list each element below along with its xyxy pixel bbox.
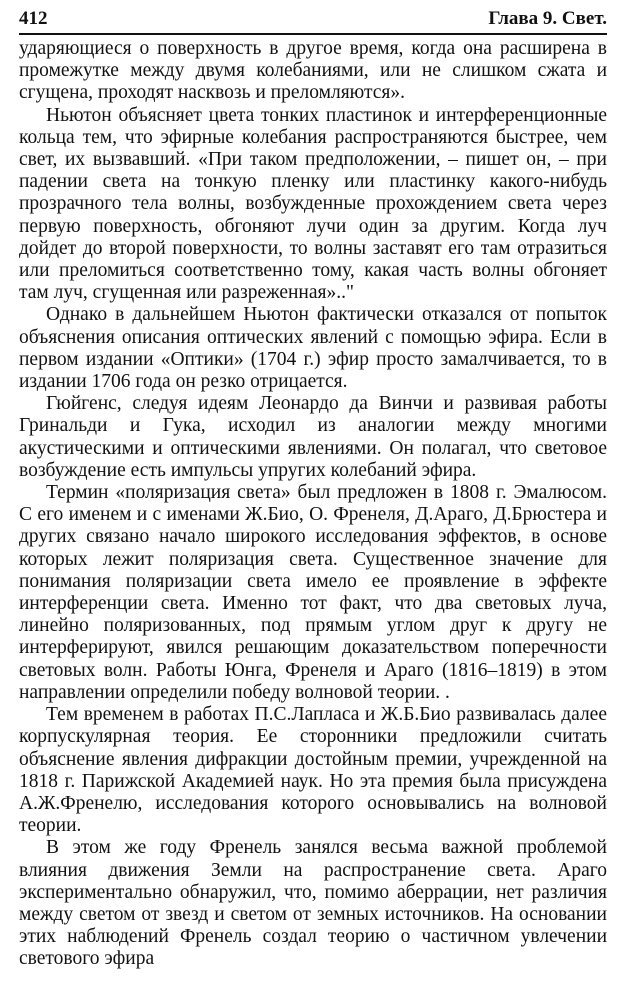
paragraph-continuation: ударяющиеся о поверхность в другое время, когда она расширена в промежутке между двумя колебаниями, или не слишком сжата и сгущена, проходят насквозь и преломляются». xyxy=(19,38,607,104)
paragraph-huygens: Гюйгенс, следуя идеям Леонардо да Винчи и развивая работы Гринальди и Гука, исходил из аналогии между многими акустическими и оптическими явлениями. Он полагал, что световое возбуждение есть импульсы упругих колебаний эфира. xyxy=(19,393,607,481)
body-text xyxy=(19,38,607,971)
book-page xyxy=(19,6,607,971)
paragraph-polarization: Термин «поляризация света» был предложен в 1808 г. Эмалюсом. С его именем и с именами Ж.Био, О. Френеля, Д.Араго, Д.Брюстера и других связано начало широкого исследования эффектов, в основе которых лежит поляризация света. Существенное значение для понимания поляризации света имело ее проявление в эффекте интерференции света. Именно тот факт, что два световых луча, линейно поляризованных, под прямым углом друг к другу не интерферируют, явился решающим доказательством поперечности световых волн. Работы Юнга, Френеля и Араго (1816–1819) в этом направлении определили победу волновой теории. . xyxy=(19,482,607,703)
paragraph-newton-ether-rejection: Однако в дальнейшем Ньютон фактически отказался от попыток объяснения описания оптических явлений с помощью эфира. Если в первом издании «Оптики» (1704 г.) эфир просто замалчивается, то в издании 1706 года он резко отрицается. xyxy=(19,304,607,393)
page-number: 412 xyxy=(19,8,48,29)
running-header xyxy=(19,6,607,35)
paragraph-fresnel-ether: В этом же году Френель занялся весьма важной проблемой влияния движения Земли на распространение света. Араго экспериментально обнаружил, что, помимо аберрации, нет различия между светом от звезд и светом от земных источников. На основании этих наблюдений Френель создал теорию о частичном увлечении светового эфира xyxy=(19,837,607,970)
chapter-title: Глава 9. Свет. xyxy=(488,8,607,29)
paragraph-newton-thin-plates: Ньютон объясняет цвета тонких пластинок и интерференционные кольца тем, что эфирные колебания распространяются быстрее, чем свет, их вызвавший. «При таком предположении, – пишет он, – при падении света на тонкую пленку или пластинку какого-нибудь прозрачного тела волны, возбужденные прохождением света через первую поверхность, обгоняют лучи один за другим. Когда луч дойдет до второй поверхности, то волны заставят его там отразиться или преломиться соответственно тому, какая часть волны обгоняет там луч, сгущенная или разреженная».." xyxy=(19,104,607,304)
paragraph-laplace-biot: Тем временем в работах П.С.Лапласа и Ж.Б.Био развивалась далее корпускулярная теория. Ее сторонники предложили считать объяснение явления дифракции достойным премии, учрежденной на 1818 г. Парижской Академией наук. Но эта премия была присуждена А.Ж.Френелю, исследования которого основывались на волновой теории. xyxy=(19,704,607,837)
